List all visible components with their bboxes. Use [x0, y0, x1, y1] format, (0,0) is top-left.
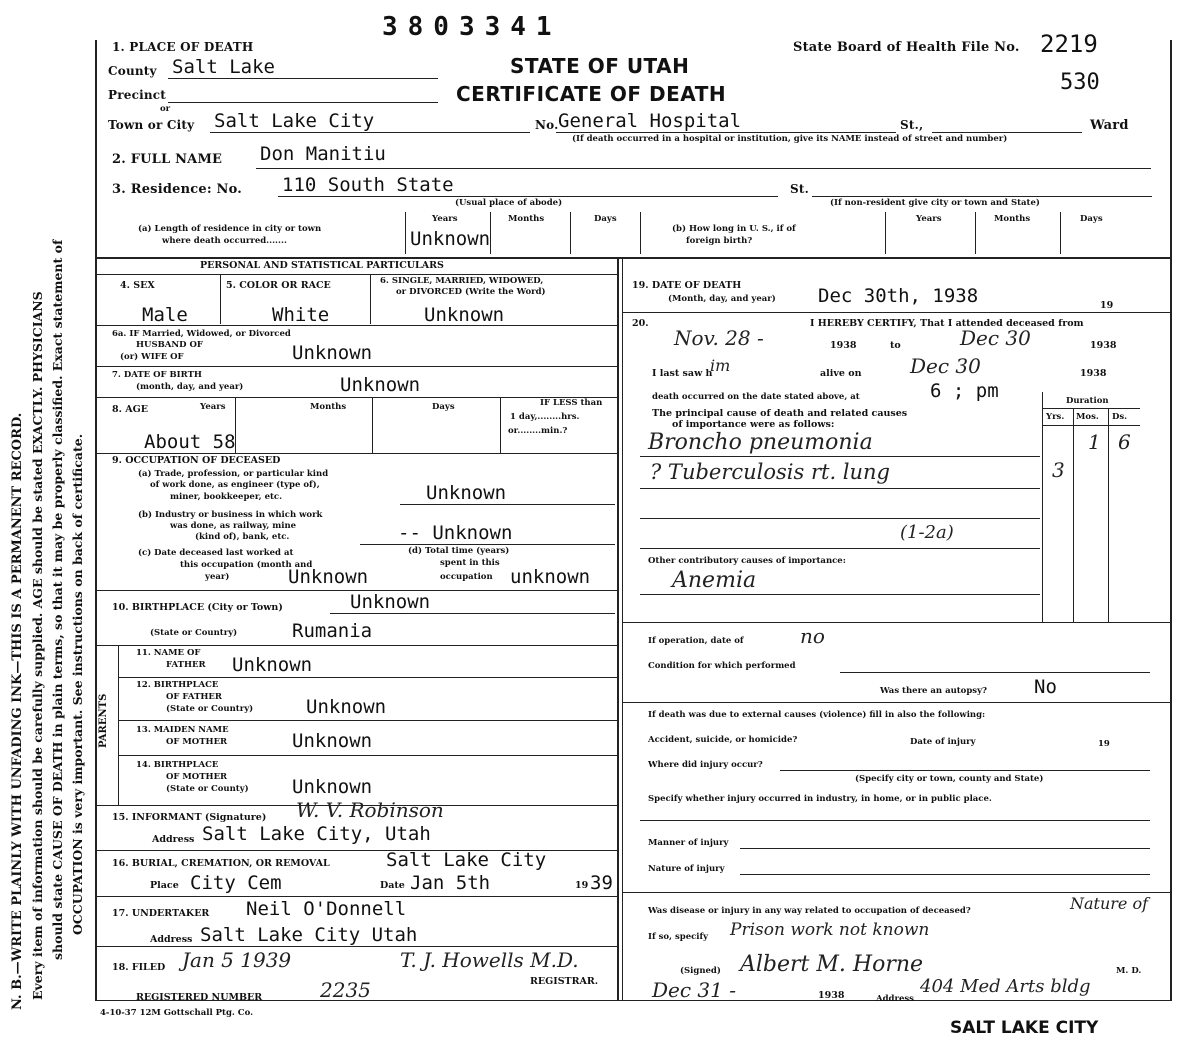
state-title: STATE OF UTAH	[510, 54, 690, 78]
occ-d-line2: spent in this	[440, 558, 500, 568]
county-value: Salt Lake	[172, 56, 275, 78]
injury-date-label: Date of injury	[910, 737, 976, 747]
principal-a: The principal cause of death and related causes	[652, 408, 908, 419]
registered-label: REGISTERED NUMBER	[136, 992, 263, 1003]
autopsy-label: Was there an autopsy?	[880, 686, 987, 696]
ward-label: Ward	[1090, 118, 1129, 133]
length-months-header: Months	[508, 214, 545, 224]
place-of-death-label: 1. PLACE OF DEATH	[112, 40, 254, 54]
side-note-1: N. B.—WRITE PLAINLY WITH UNFADING INK—THIS IS A PERMANENT RECORD.	[10, 412, 25, 1010]
occ-a-value: Unknown	[426, 482, 507, 504]
burial-date-label: Date	[380, 880, 405, 891]
occ-b-line2: was done, as railway, mine	[170, 521, 297, 531]
attended-to: Dec 30	[960, 326, 1031, 350]
occ-b-line1: (b) Industry or business in which work	[138, 510, 323, 520]
father-label-b: FATHER	[166, 660, 206, 670]
mbirth-label-a: 14. BIRTHPLACE	[136, 760, 219, 770]
occ-a-line3: miner, bookkeeper, etc.	[170, 492, 283, 502]
manner-label: Manner of injury	[648, 838, 729, 848]
personal-header: PERSONAL AND STATISTICAL PARTICULARS	[200, 260, 444, 271]
birthplace-state: Rumania	[292, 620, 373, 642]
cause-2-yrs: 3	[1052, 458, 1065, 482]
burial-place: City Cem	[190, 872, 282, 894]
to-label: to	[890, 340, 901, 351]
foreign-years-header: Years	[916, 214, 942, 224]
town-value: Salt Lake City	[214, 110, 375, 132]
fbirth-label-b: OF FATHER	[166, 692, 222, 702]
race-value: White	[272, 304, 330, 326]
mother-label-a: 13. MAIDEN NAME	[136, 725, 229, 735]
related-value: Nature of	[1070, 894, 1149, 913]
duration-header: Duration	[1066, 396, 1109, 406]
nature-label: Nature of injury	[648, 864, 725, 874]
foreign-days-header: Days	[1080, 214, 1103, 224]
age-label: 8. AGE	[112, 404, 148, 415]
age-years-header: Years	[200, 402, 226, 412]
undertaker-label: 17. UNDERTAKER	[112, 908, 210, 919]
fbirth-value: Unknown	[306, 696, 387, 718]
occ-d-value: unknown	[510, 566, 591, 588]
birthplace-state-label: (State or Country)	[150, 628, 238, 638]
certify-num: 20.	[632, 318, 649, 329]
printer-label: 4-10-37 12M Gottschall Ptg. Co.	[100, 1008, 254, 1018]
file-subnumber: 530	[1060, 70, 1100, 95]
nonresident-note: (If non-resident give city or town and State)	[830, 198, 1040, 208]
alive-on: Dec 30	[910, 354, 981, 378]
side-note-4: OCCUPATION is very important. See instructions on back of certificate.	[70, 433, 85, 935]
full-name-label: 2. FULL NAME	[112, 152, 223, 167]
alive-year: 1938	[1080, 368, 1107, 379]
dod-value: Dec 30th, 1938	[818, 285, 979, 307]
length-label-b: where death occurred.......	[162, 236, 287, 246]
dod-label-b: (Month, day, and year)	[668, 294, 776, 304]
if-less-b: 1 day,........hrs.	[510, 412, 580, 422]
hospital-note: (If death occurred in a hospital or institution, give its NAME instead of street and number)	[572, 134, 1008, 144]
no-label: No.	[535, 118, 559, 132]
cause-1-mos: 1	[1088, 430, 1101, 454]
undertaker-address-label: Address	[150, 934, 193, 945]
side-note-2: Every item of information should be carefully supplied. AGE should be stated EXACTLY. PHYSICIANS	[30, 291, 45, 1000]
sign-address: 404 Med Arts bldg	[920, 976, 1091, 997]
spouse-label-c: (or) WIFE OF	[120, 352, 184, 362]
occ-c-line3: year)	[205, 572, 230, 582]
residence-value: 110 South State	[282, 174, 454, 196]
operation-value: no	[800, 624, 825, 648]
occ-c-line1: (c) Date deceased last worked at	[138, 548, 294, 558]
foreign-label-b: foreign birth?	[686, 236, 753, 246]
marital-label-b: or DIVORCED (Write the Word)	[396, 287, 546, 297]
operation-label: If operation, date of	[648, 636, 744, 646]
sex-label: 4. SEX	[120, 280, 155, 291]
occ-a-line1: (a) Trade, profession, or particular kind	[138, 469, 329, 479]
residence-st-label: St.	[790, 182, 809, 196]
ifso-value: Prison work not known	[730, 920, 930, 940]
cause-code: (1-2a)	[900, 522, 954, 543]
other-causes-label: Other contributory causes of importance:	[648, 556, 846, 566]
md-label: M. D.	[1116, 966, 1142, 976]
related-label: Was disease or injury in any way related to occupation of deceased?	[648, 906, 971, 916]
occ-d-line1: (d) Total time (years)	[408, 546, 510, 556]
informant-address-label: Address	[152, 834, 195, 845]
autopsy-value: No	[1034, 676, 1057, 698]
if-less-c: or........min.?	[508, 426, 568, 436]
external-label: If death was due to external causes (violence) fill in also the following:	[648, 710, 986, 720]
fbirth-label-a: 12. BIRTHPLACE	[136, 680, 219, 690]
cause-1-ds: 6	[1118, 430, 1131, 454]
burial-date: Jan 5th	[410, 872, 491, 894]
marital-value: Unknown	[424, 304, 505, 326]
last-saw-sex: im	[710, 356, 731, 375]
registrar-signature: T. J. Howells M.D.	[400, 948, 579, 972]
mother-value: Unknown	[292, 730, 373, 752]
sign-year: 1938	[818, 990, 845, 1001]
file-number: 2219	[1040, 30, 1098, 58]
occupation-label: 9. OCCUPATION OF DECEASED	[112, 455, 281, 466]
physician-signature: Albert M. Horne	[740, 952, 924, 977]
condition-label: Condition for which performed	[648, 661, 796, 671]
full-name-value: Don Manitiu	[260, 143, 386, 165]
occ-b-line3: (kind of), bank, etc.	[195, 532, 290, 542]
injury-19: 19	[1098, 739, 1110, 749]
last-saw-label: I last saw h	[652, 368, 713, 379]
burial-label: 16. BURIAL, CREMATION, OR REMOVAL	[112, 858, 330, 869]
father-label-a: 11. NAME OF	[136, 648, 201, 658]
informant-label: 15. INFORMANT (Signature)	[112, 812, 267, 823]
occ-b-value: -- Unknown	[398, 522, 513, 544]
age-value: About 58	[144, 431, 236, 453]
birthplace-city: Unknown	[350, 591, 431, 613]
signed-label: (Signed)	[680, 966, 721, 976]
age-days-header: Days	[432, 402, 455, 412]
dob-value: Unknown	[340, 374, 421, 396]
principal-b: of importance were as follows:	[672, 419, 835, 430]
specify-city: (Specify city or town, county and State)	[855, 774, 1044, 784]
alive-label: alive on	[820, 368, 862, 379]
filed-label: 18. FILED	[112, 962, 166, 973]
other-causes-value: Anemia	[672, 568, 757, 593]
county-label: County	[108, 64, 157, 78]
dob-label-a: 7. DATE OF BIRTH	[112, 370, 202, 380]
burial-place-label: Place	[150, 880, 179, 891]
hospital-value: General Hospital	[558, 110, 742, 132]
town-label: Town or City	[108, 118, 195, 132]
certificate-number: 3803341	[382, 12, 562, 42]
mbirth-label-c: (State or County)	[166, 784, 249, 794]
occ-c-value: Unknown	[288, 566, 369, 588]
sign-address-label: Address	[876, 994, 914, 1004]
sex-value: Male	[142, 304, 188, 326]
informant-signature: W. V. Robinson	[296, 798, 444, 822]
parents-label: PARENTS	[98, 693, 109, 748]
burial-value: Salt Lake City	[386, 849, 547, 871]
to-year: 1938	[1090, 340, 1117, 351]
mother-label-b: OF MOTHER	[166, 737, 228, 747]
filed-value: Jan 5 1939	[182, 948, 292, 972]
spouse-label-a: 6a. IF Married, Widowed, or Divorced	[112, 329, 291, 339]
st-label: St.,	[900, 118, 924, 132]
father-value: Unknown	[232, 654, 313, 676]
accident-label: Accident, suicide, or homicide?	[648, 735, 798, 745]
dob-label-b: (month, day, and year)	[136, 382, 244, 392]
attended-from: Nov. 28 -	[674, 326, 764, 350]
mbirth-label-b: OF MOTHER	[166, 772, 228, 782]
or-label: or	[160, 104, 171, 114]
age-months-header: Months	[310, 402, 347, 412]
if-less-a: IF LESS than	[540, 398, 603, 408]
salt-lake-stamp: SALT LAKE CITY	[950, 1018, 1099, 1038]
mbirth-value: Unknown	[292, 776, 373, 798]
duration-yrs: Yrs.	[1046, 412, 1065, 422]
specify-industry: Specify whether injury occurred in industry, in home, or in public place.	[648, 794, 992, 804]
spouse-label-b: HUSBAND OF	[136, 340, 203, 350]
length-days-header: Days	[594, 214, 617, 224]
marital-label-a: 6. SINGLE, MARRIED, WIDOWED,	[380, 276, 544, 286]
cause-2: ? Tuberculosis rt. lung	[650, 460, 891, 484]
length-years-header: Years	[432, 214, 458, 224]
burial-year-prefix: 19	[575, 880, 589, 891]
dod-suffix: 19	[1100, 300, 1114, 311]
spouse-value: Unknown	[292, 342, 373, 364]
foreign-label-a: (b) How long in U. S., if of	[672, 224, 796, 234]
death-time: 6 ; pm	[930, 380, 999, 402]
registrar-label: REGISTRAR.	[530, 976, 599, 987]
duration-ds: Ds.	[1112, 412, 1128, 422]
registered-number: 2235	[320, 978, 371, 1002]
certify-text: I HEREBY CERTIFY, That I attended deceased from	[810, 318, 1084, 329]
from-year: 1938	[830, 340, 857, 351]
certificate-title: CERTIFICATE OF DEATH	[456, 82, 727, 106]
foreign-months-header: Months	[994, 214, 1031, 224]
race-label: 5. COLOR OR RACE	[226, 280, 331, 291]
undertaker-address: Salt Lake City Utah	[200, 924, 418, 946]
precinct-label: Precinct	[108, 88, 167, 102]
burial-year: 39	[590, 872, 613, 894]
length-value: Unknown	[410, 228, 491, 250]
dod-num: 19. DATE OF DEATH	[632, 280, 742, 291]
duration-mos: Mos.	[1076, 412, 1099, 422]
side-note-3: should state CAUSE OF DEATH in plain terms, so that it may be properly classified. Exact statement of	[50, 239, 65, 960]
cause-1: Broncho pneumonia	[648, 430, 873, 455]
occ-d-line3: occupation	[440, 572, 493, 582]
informant-address: Salt Lake City, Utah	[202, 823, 431, 845]
sign-date: Dec 31 -	[652, 978, 736, 1002]
undertaker-value: Neil O'Donnell	[246, 898, 407, 920]
length-label-a: (a) Length of residence in city or town	[138, 224, 322, 234]
ifso-label: If so, specify	[648, 932, 709, 942]
occ-a-line2: of work done, as engineer (type of),	[150, 480, 320, 490]
fbirth-label-c: (State or Country)	[166, 704, 254, 714]
file-label: State Board of Health File No.	[793, 40, 1020, 55]
where-label: Where did injury occur?	[648, 760, 763, 770]
occ-c-line2: this occupation (month and	[180, 560, 313, 570]
residence-label: 3. Residence: No.	[112, 182, 243, 197]
usual-abode-note: (Usual place of abode)	[455, 198, 563, 208]
birthplace-label: 10. BIRTHPLACE (City or Town)	[112, 602, 283, 613]
death-occurred-label: death occurred on the date stated above, at	[652, 392, 860, 402]
